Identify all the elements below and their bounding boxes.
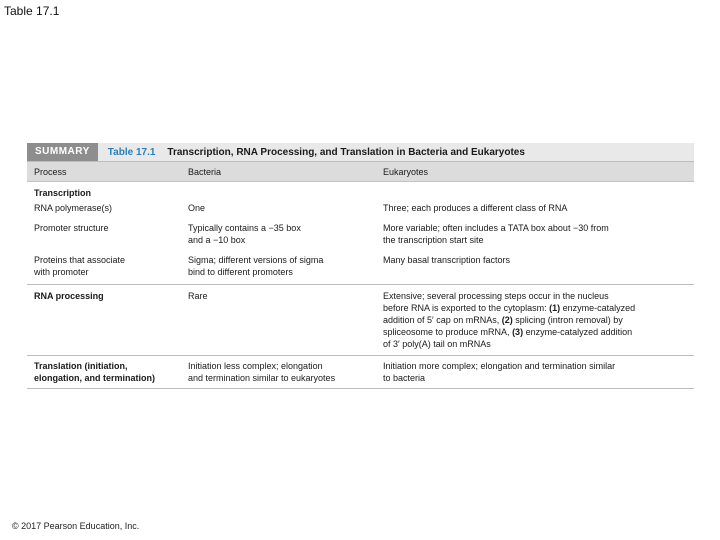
summary-table [27, 143, 694, 389]
cell-process [27, 360, 188, 384]
cell-process: RNA polymerase(s) [34, 203, 113, 213]
cell-eukaryotes [383, 290, 694, 355]
table-row-polymerase [27, 199, 694, 214]
text-span: spliceosome to produce mRNA, [383, 327, 513, 337]
cell-line: Extensive; several processing steps occur in the nucleus [383, 291, 609, 301]
table-caption: Transcription, RNA Processing, and Translation in Bacteria and Eukaryotes [167, 146, 525, 158]
cell-bacteria: One [188, 203, 206, 213]
text-span: addition of 5′ cap on mRNAs, [383, 315, 502, 325]
cell-line: with promoter [34, 267, 89, 277]
section-heading-transcription: Transcription [34, 188, 92, 198]
cell-line: Initiation less complex; elongation [188, 361, 323, 371]
cell-eukaryotes [383, 360, 694, 384]
text-span: before RNA is exported to the cytoplasm: [383, 303, 550, 313]
table-row-promoter [27, 214, 694, 246]
cell-line [383, 314, 688, 326]
cell-line [383, 302, 688, 314]
header-process: Process [34, 166, 67, 177]
text-span: splicing (intron removal) by [512, 315, 623, 325]
header-bacteria: Bacteria [188, 166, 222, 177]
cell-process: Promoter structure [34, 223, 109, 233]
table-row-rna-processing [27, 284, 694, 355]
table-number: Table 17.1 [107, 146, 156, 158]
step-number: (1) [549, 303, 561, 313]
cell-line [383, 326, 688, 338]
cell-line: Proteins that associate [34, 255, 126, 265]
column-headers [27, 162, 694, 182]
cell-eukaryotes: Three; each produces a different class of RNA [383, 203, 568, 213]
cell-line: of 3′ poly(A) tail on mRNAs [383, 339, 491, 349]
cell-line: bind to different promoters [188, 267, 293, 277]
cell-bacteria [188, 222, 383, 246]
cell-line: the transcription start site [383, 235, 484, 245]
cell-line: and termination similar to eukaryotes [188, 373, 336, 383]
cell-line: elongation, and termination) [34, 373, 155, 383]
cell-line: Typically contains a −35 box [188, 223, 301, 233]
step-number: (3) [512, 327, 524, 337]
cell-line: Translation (initiation, [34, 361, 128, 371]
step-number: (2) [501, 315, 513, 325]
header-eukaryotes: Eukaryotes [383, 166, 429, 177]
slide-title: Table 17.1 [4, 4, 60, 18]
cell-bacteria: Rare [188, 291, 208, 301]
text-span: enzyme-catalyzed [560, 303, 636, 313]
cell-line: to bacteria [383, 373, 426, 383]
cell-bacteria [188, 360, 383, 384]
cell-process: RNA processing [34, 291, 104, 301]
cell-line: More variable; often includes a TATA box about −30 from [383, 223, 609, 233]
section-row-transcription [27, 182, 694, 199]
summary-label: SUMMARY [27, 143, 98, 161]
table-title-bar [27, 143, 694, 162]
cell-line: Sigma; different versions of sigma [188, 255, 324, 265]
cell-line: Initiation more complex; elongation and termination similar [383, 361, 616, 371]
text-span: enzyme-catalyzed addition [523, 327, 633, 337]
cell-bacteria [188, 254, 383, 278]
table-row-proteins [27, 246, 694, 284]
table-row-translation [27, 355, 694, 388]
cell-line: and a −10 box [188, 235, 246, 245]
copyright-notice: © 2017 Pearson Education, Inc. [12, 521, 140, 531]
cell-process [27, 254, 188, 278]
cell-eukaryotes: Many basal transcription factors [383, 255, 511, 265]
cell-eukaryotes [383, 222, 694, 246]
